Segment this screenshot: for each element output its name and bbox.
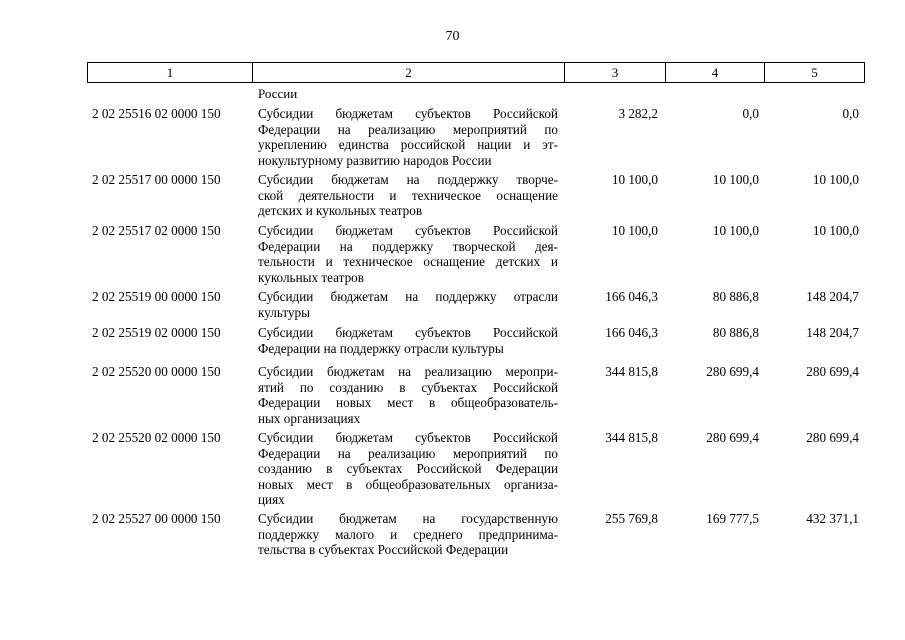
budget-code: 2 02 25520 00 0000 150 xyxy=(92,364,221,379)
value-column-4: 280 699,4 xyxy=(706,430,759,445)
column-header-row xyxy=(88,63,865,83)
value-column-3: 3 282,2 xyxy=(618,106,658,121)
description-line: Субсидии бюджетам на государственную xyxy=(258,511,558,526)
budget-code: 2 02 25517 02 0000 150 xyxy=(92,223,221,238)
value-column-5: 148 204,7 xyxy=(806,289,859,304)
value-column-3: 255 769,8 xyxy=(605,511,658,526)
budget-code: 2 02 25527 00 0000 150 xyxy=(92,511,221,526)
description-line: Федерации на поддержку отрасли культуры xyxy=(258,340,504,356)
item-description xyxy=(258,511,558,558)
description-line: циях xyxy=(258,492,285,507)
description-line: Субсидии бюджетам субъектов Российской xyxy=(258,106,558,121)
column-header-5: 5 xyxy=(765,63,865,83)
value-column-4: 0,0 xyxy=(742,106,759,121)
item-description xyxy=(258,289,558,320)
value-column-3: 344 815,8 xyxy=(605,430,658,445)
description-line: Субсидии бюджетам субъектов Российской xyxy=(258,325,558,340)
description-line: тельства в субъектах Российской Федерации xyxy=(258,542,509,557)
column-header-3: 3 xyxy=(565,63,666,83)
item-description xyxy=(258,172,558,219)
value-column-4: 80 886,8 xyxy=(712,289,759,304)
column-header-1: 1 xyxy=(88,63,253,83)
description-line: культуры xyxy=(258,304,310,320)
value-column-4: 280 699,4 xyxy=(706,364,759,379)
column-header-table xyxy=(87,62,865,83)
description-line: Федерации на реализацию мероприятий по xyxy=(258,445,558,461)
page-number: 70 xyxy=(445,29,460,44)
description-line: ской деятельности и техническое оснащение xyxy=(258,187,558,203)
description-line: новых мест в общеобразовательных организа- xyxy=(258,476,558,492)
description-line: Субсидии бюджетам на поддержку творче- xyxy=(258,172,558,187)
value-column-5: 10 100,0 xyxy=(812,172,859,187)
description-line: ятий по созданию в субъектах Российской xyxy=(258,379,558,395)
value-column-5: 280 699,4 xyxy=(806,364,859,379)
item-description xyxy=(258,430,558,508)
description-line: созданию в субъектах Российской Федерации xyxy=(258,461,558,476)
item-description xyxy=(258,325,558,356)
value-column-4: 10 100,0 xyxy=(712,172,759,187)
column-header-2: 2 xyxy=(253,63,565,83)
description-line: Федерации новых мест в общеобразователь- xyxy=(258,395,558,410)
value-column-3: 344 815,8 xyxy=(605,364,658,379)
value-column-5: 148 204,7 xyxy=(806,325,859,340)
description-line: нокультурному развитию народов России xyxy=(258,152,492,168)
description-line: тельности и техническое оснащение детских и xyxy=(258,254,558,269)
value-column-3: 10 100,0 xyxy=(611,172,658,187)
value-column-3: 166 046,3 xyxy=(605,325,658,340)
value-column-5: 432 371,1 xyxy=(806,511,859,526)
budget-code: 2 02 25516 02 0000 150 xyxy=(92,106,221,121)
value-column-5: 0,0 xyxy=(842,106,859,121)
description-line: Субсидии бюджетам субъектов Российской xyxy=(258,430,558,445)
value-column-5: 10 100,0 xyxy=(812,223,859,238)
description-line: поддержку малого и среднего предпринима- xyxy=(258,526,558,542)
budget-code: 2 02 25519 02 0000 150 xyxy=(92,325,221,340)
item-description xyxy=(258,364,558,426)
column-header-4: 4 xyxy=(666,63,765,83)
budget-code: 2 02 25520 02 0000 150 xyxy=(92,430,221,445)
item-description xyxy=(258,223,558,285)
description-line: Федерации на реализацию мероприятий по xyxy=(258,121,558,137)
value-column-3: 10 100,0 xyxy=(611,223,658,238)
budget-code: 2 02 25517 00 0000 150 xyxy=(92,172,221,187)
value-column-3: 166 046,3 xyxy=(605,289,658,304)
description-line: ных организациях xyxy=(258,410,361,426)
description-line: Субсидии бюджетам на поддержку отрасли xyxy=(258,289,558,304)
continued-description: России xyxy=(258,86,298,101)
value-column-4: 10 100,0 xyxy=(712,223,759,238)
description-line: детских и кукольных театров xyxy=(258,203,423,218)
budget-code: 2 02 25519 00 0000 150 xyxy=(92,289,221,304)
item-description xyxy=(258,106,558,168)
value-column-5: 280 699,4 xyxy=(806,430,859,445)
value-column-4: 80 886,8 xyxy=(712,325,759,340)
description-line: кукольных театров xyxy=(258,269,365,285)
description-line: укреплению единства российской нации и эт- xyxy=(258,137,558,152)
value-column-4: 169 777,5 xyxy=(706,511,759,526)
description-line: Субсидии бюджетам на реализацию меропри- xyxy=(258,364,558,379)
description-line: Федерации на поддержку творческой дея- xyxy=(258,238,558,254)
description-line: Субсидии бюджетам субъектов Российской xyxy=(258,223,558,238)
